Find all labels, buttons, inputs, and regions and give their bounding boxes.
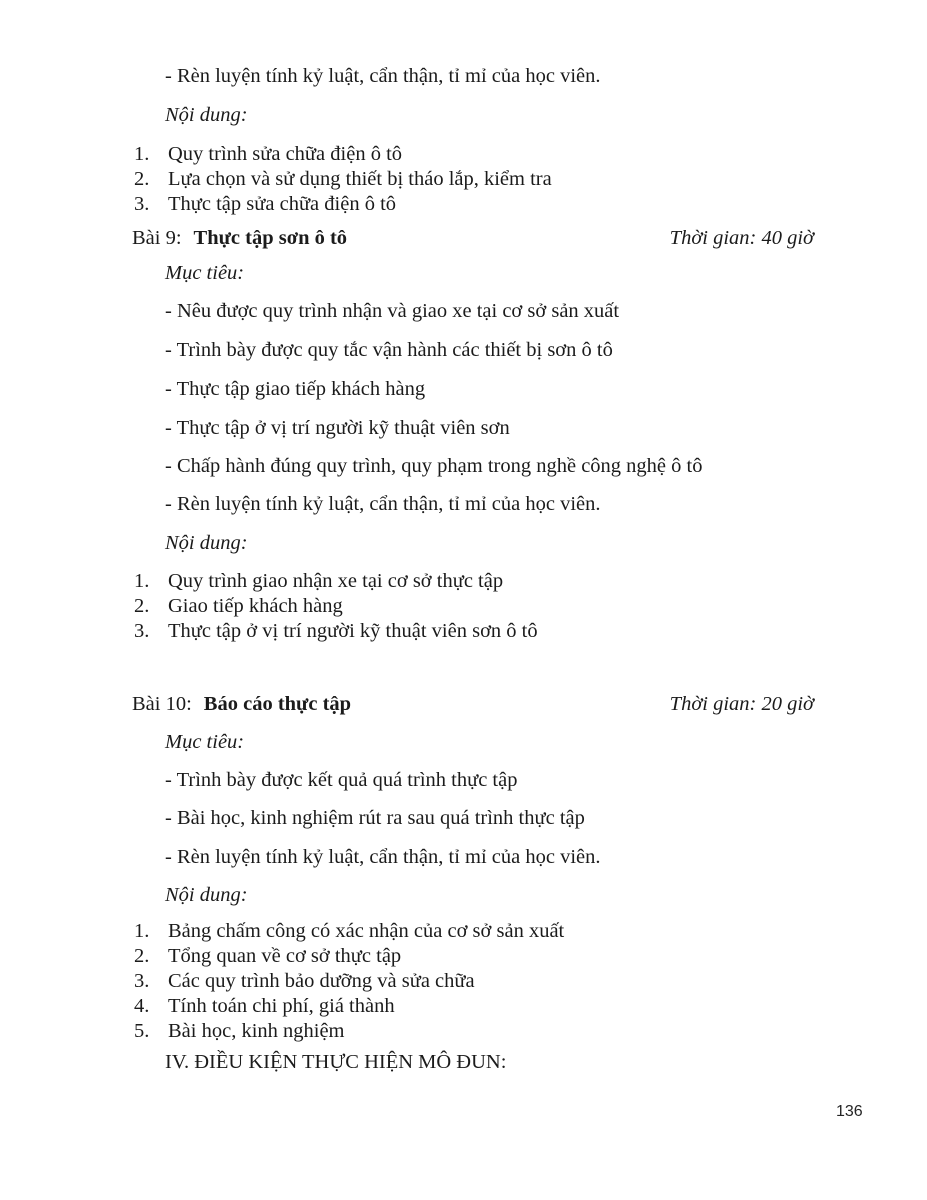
list-item-number: 3. (134, 620, 150, 642)
content-label: Nội dung: (165, 884, 248, 906)
list-item (132, 142, 814, 167)
list-item-text: Bài học, kinh nghiệm (168, 1020, 345, 1042)
list-item (132, 192, 814, 217)
list-item (132, 944, 814, 969)
objective-line: - Chấp hành đúng quy trình, quy phạm trong nghề công nghệ ô tô (165, 455, 703, 477)
content-label: Nội dung: (165, 532, 248, 554)
lesson-10-heading (132, 691, 351, 717)
list-item-text: Thực tập ở vị trí người kỹ thuật viên sơn ô tô (168, 620, 538, 642)
list-item-number: 3. (134, 970, 150, 992)
objectives-label: Mục tiêu: (165, 731, 245, 753)
lesson-9-header (132, 225, 814, 251)
list-item-text: Quy trình giao nhận xe tại cơ sở thực tập (168, 570, 504, 592)
list-item-text: Tổng quan về cơ sở thực tập (168, 945, 402, 967)
objectives-label: Mục tiêu: (165, 262, 245, 284)
intro-content-list (132, 142, 814, 217)
lesson-10-label: Bài 10: (132, 693, 192, 715)
objective-line: - Nêu được quy trình nhận và giao xe tại cơ sở sản xuất (165, 300, 620, 322)
section-iv-heading: IV. ĐIỀU KIỆN THỰC HIỆN MÔ ĐUN: (165, 1051, 507, 1073)
list-item-number: 1. (134, 920, 150, 942)
lesson-9-label: Bài 9: (132, 227, 182, 249)
page-number: 136 (836, 1103, 863, 1120)
lesson-10-header (132, 691, 814, 717)
list-item-text: Các quy trình bảo dưỡng và sửa chữa (168, 970, 475, 992)
objective-line: - Thực tập giao tiếp khách hàng (165, 378, 426, 400)
list-item (132, 569, 814, 594)
lesson-9-duration: Thời gian: 40 giờ (669, 227, 814, 249)
objective-line: - Trình bày được kết quả quá trình thực tập (165, 769, 518, 791)
list-item-number: 2. (134, 168, 150, 190)
list-item-number: 1. (134, 143, 150, 165)
list-item-number: 1. (134, 570, 150, 592)
lesson-10-duration: Thời gian: 20 giờ (669, 693, 814, 715)
objective-line: - Rèn luyện tính kỷ luật, cẩn thận, tỉ mỉ của học viên. (165, 846, 601, 868)
document-content (132, 63, 814, 1075)
list-item-number: 4. (134, 995, 150, 1017)
content-label: Nội dung: (165, 104, 248, 126)
list-item (132, 1019, 814, 1044)
lesson-10-content-list (132, 919, 814, 1044)
list-item-number: 3. (134, 193, 150, 215)
objective-line: - Rèn luyện tính kỷ luật, cẩn thận, tỉ mỉ của học viên. (165, 65, 601, 87)
lesson-10-title: Báo cáo thực tập (203, 693, 352, 715)
list-item (132, 167, 814, 192)
lesson-9-heading (132, 225, 347, 251)
objective-line: - Thực tập ở vị trí người kỹ thuật viên sơn (165, 417, 510, 439)
list-item-text: Lựa chọn và sử dụng thiết bị tháo lắp, kiểm tra (168, 168, 552, 190)
lesson-9-content-list (132, 569, 814, 644)
objective-line: - Trình bày được quy tắc vận hành các thiết bị sơn ô tô (165, 339, 613, 361)
list-item (132, 919, 814, 944)
list-item (132, 969, 814, 994)
objective-line: - Rèn luyện tính kỷ luật, cẩn thận, tỉ mỉ của học viên. (165, 493, 601, 515)
list-item-text: Tính toán chi phí, giá thành (168, 995, 395, 1017)
list-item-number: 2. (134, 595, 150, 617)
list-item (132, 594, 814, 619)
list-item-text: Giao tiếp khách hàng (168, 595, 343, 617)
list-item (132, 619, 814, 644)
lesson-9-title: Thực tập sơn ô tô (193, 227, 348, 249)
list-item-number: 5. (134, 1020, 150, 1042)
list-item-text: Quy trình sửa chữa điện ô tô (168, 143, 403, 165)
list-item-text: Bảng chấm công có xác nhận của cơ sở sản xuất (168, 920, 565, 942)
list-item-number: 2. (134, 945, 150, 967)
list-item-text: Thực tập sửa chữa điện ô tô (168, 193, 397, 215)
list-item (132, 994, 814, 1019)
objective-line: - Bài học, kinh nghiệm rút ra sau quá trình thực tập (165, 807, 585, 829)
